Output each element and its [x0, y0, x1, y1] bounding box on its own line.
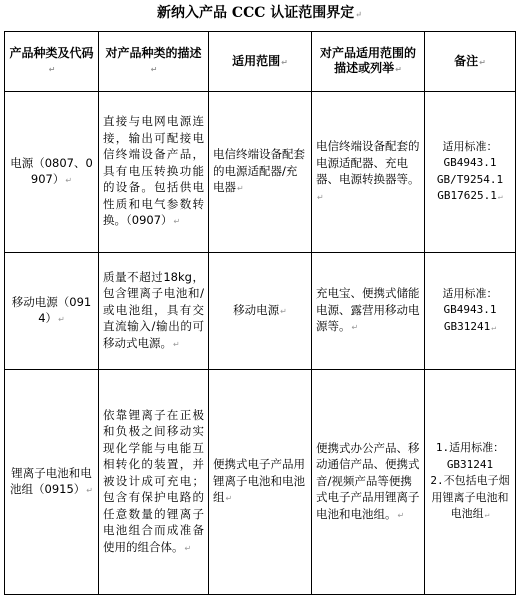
- remark-line: GB/T9254.1: [436, 172, 504, 186]
- header-description: 对产品种类的描述↵: [99, 32, 209, 92]
- header-scope-detail: 对产品适用范围的描述或列举↵: [312, 32, 425, 92]
- category-cell: 锂离子电池和电池组（0915）↵: [5, 370, 99, 595]
- scope-cell: 便携式电子产品用锂离子电池和电池组↵: [209, 370, 312, 595]
- scope-cell: 电信终端设备配套的电源适配器/充电器↵: [209, 92, 312, 253]
- remark-line: 适用标准：: [442, 139, 498, 153]
- remark-line: GB4943.1: [443, 303, 497, 317]
- description-cell: 质量不超过18kg，包含锂离子电池和/或电池组，具有交直流输入/输出的可移动式电源。↵: [99, 253, 209, 370]
- table-row: [5, 370, 516, 595]
- remark-line: GB17625.1↵: [437, 189, 503, 202]
- header-scope: 适用范围↵: [209, 32, 312, 92]
- scope-table: [4, 31, 516, 595]
- category-cell: 电源（0807、0907）↵: [5, 92, 99, 253]
- header-remarks: 备注↵: [425, 32, 516, 92]
- scope-detail-cell: 电信终端设备配套的电源适配器、充电器、电源转换器等。↵: [312, 92, 425, 253]
- scope-detail-cell: 充电宝、便携式储能电源、露营用移动电源等。↵: [312, 253, 425, 370]
- document-title: 新纳入产品 CCC 认证范围界定↵: [157, 5, 362, 21]
- table-header-row: [5, 32, 516, 92]
- remarks-cell: [425, 253, 516, 370]
- remark-line: 1.适用标准：: [435, 441, 505, 455]
- category-cell: 移动电源（0914）↵: [5, 253, 99, 370]
- remark-line: 2.不包括电子烟用锂离子电池和电池组↵: [430, 474, 510, 521]
- table-row: [5, 92, 516, 253]
- description-cell: 直接与电网电源连接，输出可配接电信终端设备产品，具有电压转换功能的设备。包括供电性质和电气参数转换。（0907）↵: [99, 92, 209, 253]
- remark-line: GB4943.1: [443, 156, 497, 169]
- description-cell: 依靠锂离子在正极和负极之间移动实现化学能与电能互相转化的装置，并被设计成可充电；包含有保护电路的任意数量的锂离子电池组合而成准备使用的组合体。↵: [99, 370, 209, 595]
- remarks-cell: [425, 370, 516, 595]
- table-row: [5, 253, 516, 370]
- remarks-cell: [425, 92, 516, 253]
- scope-cell: 移动电源↵: [209, 253, 312, 370]
- scope-detail-cell: 便携式办公产品、移动通信产品、便携式音/视频产品等便携式电子产品用锂离子电池和电池组。↵: [312, 370, 425, 595]
- remark-line: 适用标准：: [442, 286, 498, 300]
- remark-line: GB31241↵: [443, 319, 497, 333]
- header-category: 产品种类及代码↵: [5, 32, 99, 92]
- remark-line: GB31241: [446, 457, 494, 471]
